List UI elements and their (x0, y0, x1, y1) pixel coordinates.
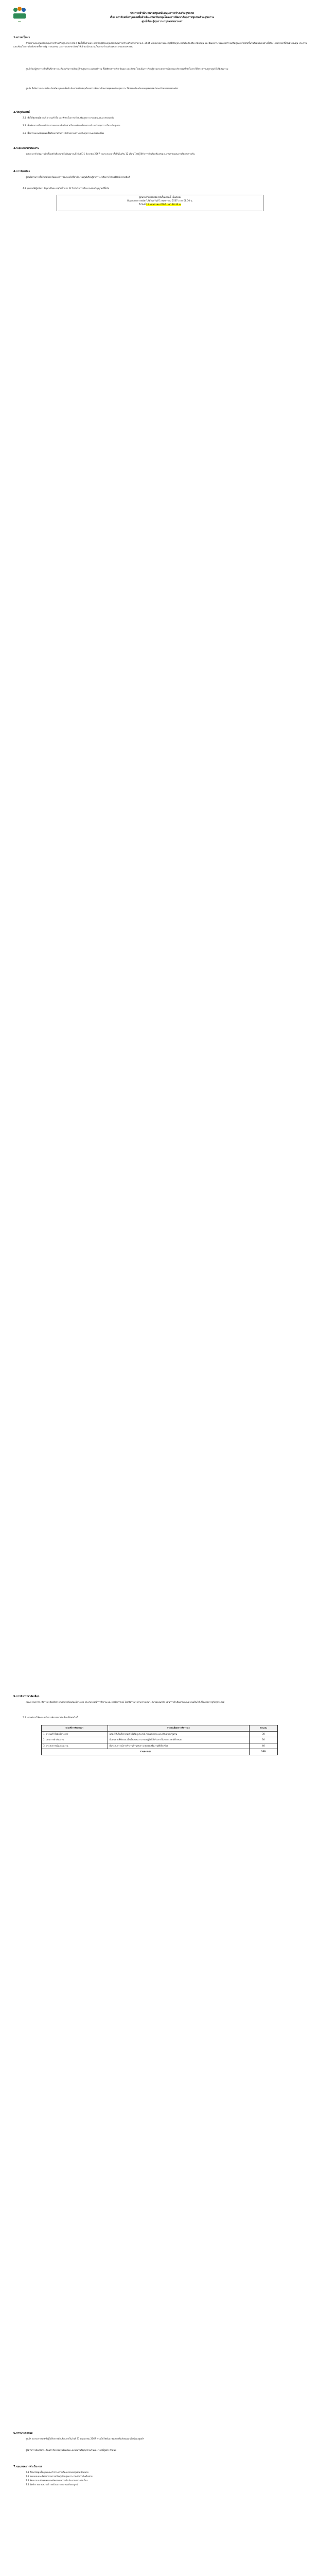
list-item: 7.1 ศึกษาข้อมูลพื้นฐานและสำรวจความต้องการของชุมชนเป้าหมาย (26, 2471, 88, 2473)
section-heading: 4.การรับสมัคร (13, 170, 30, 173)
section-heading: 3.ระยะเวลาดำเนินงาน (13, 147, 40, 150)
section-heading: 6.การประกาศผล (13, 2432, 33, 2435)
paragraph: 2.1 เพื่อให้ชุมชนมีความรู้ ความเข้าใจ และทักษะในการสร้างเสริมสุขภาวะของตนเองและครอบครัว (23, 116, 114, 119)
table-cell: 30 (249, 1737, 277, 1743)
table-cell: มีแผนงานที่ชัดเจน เป็นขั้นตอน สามารถปฏิบัติได้จริงภายในระยะเวลาที่กำหนด (108, 1737, 249, 1743)
section-heading: 5.การพิจารณาคัดเลือก (13, 1695, 40, 1698)
organization-logo-icon (10, 5, 29, 21)
list-item: 7.4 จัดทำรายงานความก้าวหน้าและรายงานฉบับสมบูรณ์ (26, 2483, 79, 2486)
table-cell: 1. ความเข้าใจต่อโครงการ (42, 1731, 108, 1737)
section-heading: 7.ขอบเขตการดำเนินงาน (13, 2465, 42, 2468)
table-total-row (42, 1749, 278, 1755)
table-row (42, 1731, 278, 1737)
apply-box-deadline: ถึงวันที่ 15 พฤษภาคม 2567 เวลา 16.30 น. (138, 204, 182, 206)
total-label: รวมคะแนน (42, 1749, 250, 1755)
paragraph: สำนักงานกองทุนสนับสนุนการสร้างเสริมสุขภาพ (สสส.) จัดตั้งขึ้นตามพระราชบัญญัติกองทุนสนับสนุนการสร้างเสริมสุขภาพ พ.ศ. 2544 เป็นหน่วยงานของรัฐที่มีวัตถุประสงค์เพื่อส่งเสริม สนับสนุน และพัฒนากระบวนการสร้างเสริมสุขภาพให้เกิดขึ้นในสังคมไทยอย่างยั่งยืน โดยทำหน้าที่เป็นตัวกระตุ้น ประสาน และเชื่อมโยงภาคีเครือข่ายทั้งภาครัฐ ภาคเอกชน และภาคประชาสังคมให้เข้ามามีส่วนร่วมในการสร้างเสริมสุขภาวะของประชาชน (13, 42, 307, 48)
paragraph: คณะกรรมการจะพิจารณาคัดเลือกจากเอกสารข้อเสนอโครงการ ประสบการณ์การทำงาน และการสัมภาษณ์ โดยพิจารณาจากความเหมาะสมของแนวคิด แผนการดำเนินงาน และความเป็นไปได้ในการบรรลุวัตถุประสงค์ (26, 1701, 225, 1703)
paragraph: ผู้สนใจสามารถยื่นใบสมัครพร้อมเอกสารประกอบได้ที่สำนักงานศูนย์เรียนรู้สุขภาวะ หรือทางไปรษณีย์อิเล็กทรอนิกส์ (26, 176, 130, 178)
table-header: คะแนน (249, 1725, 277, 1732)
table-cell: 2. แผนการดำเนินงาน (42, 1737, 108, 1743)
paragraph: 5.1 เกณฑ์การให้คะแนนในการพิจารณาคัดเลือกมีดังต่อไปนี้ (23, 1716, 78, 1719)
paragraph: ระยะเวลาดำเนินงานนับตั้งแต่วันที่ลงนามในสัญญาจนถึงวันที่ 31 ธันวาคม 2567 รวมระยะเวลาทั้งสิ้นไม่เกิน 12 เดือน โดยผู้ได้รับการคัดเลือกต้องส่งมอบงานตามแผนงานที่ตกลงร่วมกัน (26, 152, 195, 155)
total-value: 100 (249, 1749, 277, 1755)
deadline-highlight: 15 พฤษภาคม 2567 เวลา 16.30 น. (146, 204, 182, 206)
paragraph: ผู้ได้รับการคัดเลือกจะต้องเข้ารับการปฐมนิเทศและลงนามในสัญญาตามวันและเวลาที่ศูนย์ฯ กำหนด (26, 2449, 116, 2451)
table-cell: 3. ประสบการณ์และผลงาน (42, 1743, 108, 1749)
paragraph: 2.3 เพื่อสร้างแกนนำชุมชนที่มีศักยภาพในการจัดกิจกรรมสร้างเสริมสุขภาวะอย่างต่อเนื่อง (23, 132, 104, 134)
application-period-box (57, 195, 263, 211)
table-cell: 30 (249, 1731, 277, 1737)
list-item: 7.2 ออกแบบและจัดกิจกรรมการเรียนรู้ด้านสุขภาวะร่วมกับภาคีเครือข่าย (26, 2475, 93, 2478)
section-heading: 2.วัตถุประสงค์ (13, 111, 30, 114)
paragraph: 2.2 เพื่อพัฒนากลไกการมีส่วนร่วมของภาคีเครือข่ายในการขับเคลื่อนงานสร้างเสริมสุขภาวะในระดับชุมชน (23, 124, 120, 127)
apply-box-line: ยื่นเอกสารการสมัครได้ตั้งแต่วันที่ 1 พฤษภาคม 2567 เวลา 08.30 น. (127, 200, 193, 202)
table-row (42, 1737, 278, 1743)
table-cell: 40 (249, 1743, 277, 1749)
table-header-row (42, 1725, 278, 1732)
paragraph: 4.1 คุณสมบัติผู้สมัคร: สัญชาติไทย อายุไม่ต่ำกว่า 22 ปี สำเร็จการศึกษาระดับปริญญาตรีขึ้นไป (23, 187, 110, 190)
table-row (42, 1743, 278, 1749)
paragraph: ศูนย์ฯ จะประกาศรายชื่อผู้ได้รับการคัดเลือกภายในวันที่ 31 พฤษภาคม 2567 ทางเว็บไซต์และช่องทางสื่อสังคมออนไลน์ของศูนย์ฯ (26, 2437, 144, 2440)
table-cell: มีประสบการณ์การทำงานด้านสุขภาวะชุมชนหรืองานที่เกี่ยวข้อง (108, 1743, 249, 1749)
section-heading: 1.ความเป็นมา (13, 36, 30, 39)
paragraph: ศูนย์เรียนรู้สุขภาวะเป็นพื้นที่สาธารณะที่ส่งเสริมการเรียนรู้ด้านสุขภาวะแบบองค์รวม ทั้งมิติทางกาย จิต ปัญญา และสังคม โดยเน้นการเรียนรู้ผ่านประสบการณ์ตรงและกิจกรรมที่เปิดโอกาสให้ประชาชนทุกกลุ่มวัยได้มีส่วนร่วม (26, 67, 228, 70)
table-header: เกณฑ์การพิจารณา (42, 1725, 108, 1732)
table-header: รายละเอียดการพิจารณา (108, 1725, 249, 1732)
scoring-table (41, 1725, 278, 1755)
paragraph: ศูนย์ฯ จึงมีความประสงค์จะรับสมัครบุคคลเพื่อดำเนินงานสนับสนุนโครงการพัฒนาศักยภาพชุมชนด้านสุขภาวะ ให้สอดคล้องกับแผนยุทธศาสตร์และเป้าหมายขององค์กร (26, 87, 179, 90)
page-title: ประกาศสำนักงานกองทุนสนับสนุนการสร้างเสริมสุขภาพ เรื่อง การรับสมัครบุคคลเพื่อดำเนินงานสนับสนุนโครงการพัฒนาศักยภาพชุมชนด้านสุขภาวะ ศูนย์เรียนรู้สุขภาวะกรุงเทพมหานคร (110, 12, 215, 23)
apply-box-line: ผู้สนใจสามารถสมัครได้ตั้งแต่บัดนี้ เป็นต้นไป (139, 196, 181, 199)
logo-text: สสส. (17, 21, 22, 23)
list-item: 7.3 พัฒนาแกนนำชุมชนและติดตามผลการดำเนินงานอย่างต่อเนื่อง (26, 2479, 88, 2482)
table-cell: แสดงให้เห็นถึงความเข้าใจวัตถุประสงค์ ขอบเขตงาน และบริบทของชุมชน (108, 1731, 249, 1737)
